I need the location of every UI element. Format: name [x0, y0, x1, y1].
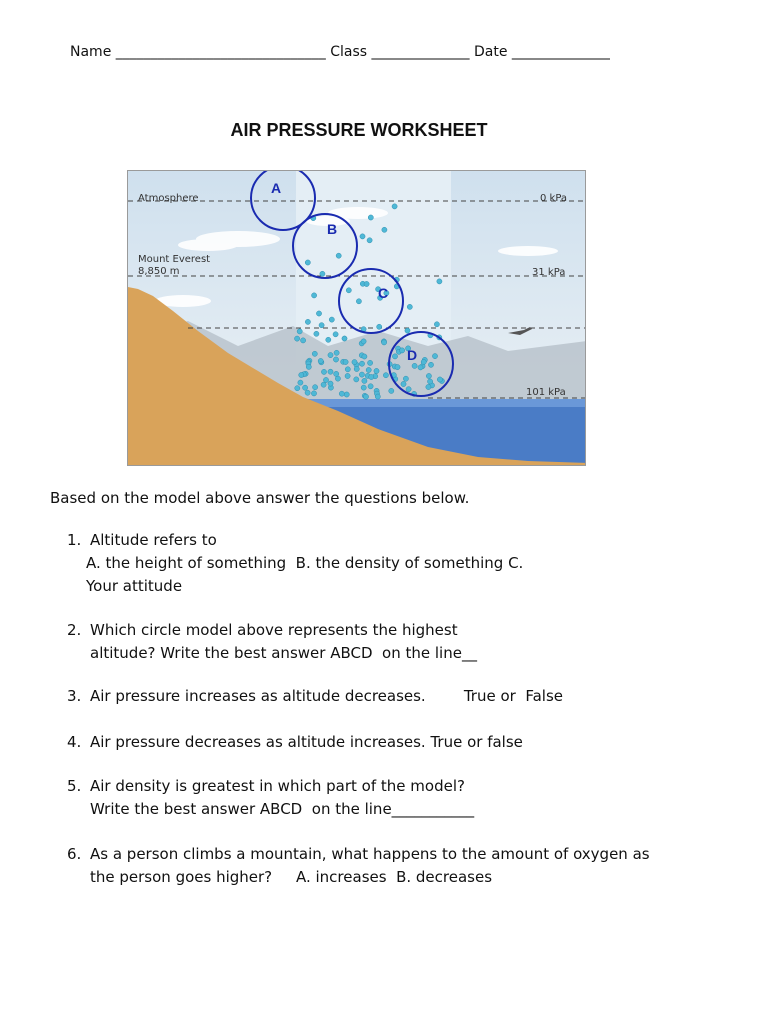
air-molecule [375, 394, 380, 399]
air-molecule [316, 311, 321, 316]
question-number: 3. [67, 687, 82, 705]
air-molecule [364, 281, 369, 286]
air-molecule [346, 288, 351, 293]
air-molecule [326, 337, 331, 342]
air-molecule [320, 271, 325, 276]
question-5 [67, 775, 474, 821]
air-molecule [407, 304, 412, 309]
air-molecule [356, 299, 361, 304]
air-molecule [361, 339, 366, 344]
air-molecule [333, 357, 338, 362]
air-molecule [437, 377, 442, 382]
question-3 [67, 685, 563, 708]
air-molecule [421, 359, 426, 364]
air-molecule [426, 373, 431, 378]
air-molecule [303, 385, 308, 390]
air-molecule [428, 362, 433, 367]
air-molecule [313, 385, 318, 390]
air-molecule [428, 379, 433, 384]
question-text: Air pressure decreases as altitude increases. True or false [90, 733, 523, 751]
name-field[interactable]: ______________________________ [115, 44, 326, 60]
air-molecule [305, 260, 310, 265]
air-molecule [334, 350, 339, 355]
air-molecule [406, 387, 411, 392]
air-molecule [323, 377, 328, 382]
air-molecule [329, 317, 334, 322]
air-molecule [366, 367, 371, 372]
air-molecule [432, 354, 437, 359]
circle-label-a: A [271, 180, 282, 196]
question-number: 6. [67, 845, 82, 863]
air-molecule [363, 394, 368, 399]
air-molecule [305, 390, 310, 395]
air-pressure-model-figure [127, 170, 586, 466]
air-molecule [339, 391, 344, 396]
air-molecule [344, 392, 349, 397]
question-1 [67, 529, 523, 598]
air-molecule [336, 253, 341, 258]
air-molecule [368, 360, 373, 365]
question-6 [67, 843, 650, 889]
atmosphere-label: Atmosphere [138, 193, 199, 204]
question-text: Air pressure increases as altitude decreases. True or False [90, 687, 564, 705]
air-molecule [418, 365, 423, 370]
air-molecule [374, 368, 379, 373]
air-molecule [362, 354, 367, 359]
air-molecule [426, 384, 431, 389]
air-molecule [367, 238, 372, 243]
air-molecule [328, 381, 333, 386]
air-molecule [437, 279, 442, 284]
air-molecule [354, 366, 359, 371]
air-molecule [328, 353, 333, 358]
air-molecule [403, 376, 408, 381]
air-molecule [368, 384, 373, 389]
date-field[interactable]: ______________ [511, 44, 610, 60]
air-molecule [306, 364, 311, 369]
pressure-bottom-label: 101 kPa [526, 387, 566, 398]
answer-choices: A. the height of something B. the density of something C. [86, 554, 524, 572]
pressure-top-label: 0 kPa [540, 193, 568, 204]
air-pressure-diagram [128, 171, 586, 466]
air-molecule [392, 354, 397, 359]
date-label: Date [473, 44, 508, 60]
circle-label-c: C [378, 285, 389, 301]
question-text: As a person climbs a mountain, what happens to the amount of oxygen as [90, 845, 650, 863]
air-molecule [382, 227, 387, 232]
question-text: Altitude refers to [90, 531, 217, 549]
air-molecule [401, 381, 406, 386]
circle-label-d: D [407, 347, 418, 363]
question-text-cont: the person goes higher? A. increases B. decreases [90, 868, 493, 886]
air-molecule [311, 391, 316, 396]
air-molecule [314, 331, 319, 336]
air-molecule [321, 382, 326, 387]
question-text-cont: Write the best answer ABCD on the line___________ [90, 800, 475, 818]
air-molecule [382, 340, 387, 345]
air-molecule [295, 336, 300, 341]
air-molecule [305, 319, 310, 324]
question-text: Air density is greatest in which part of the model? [90, 777, 465, 795]
answer-choices-cont: Your attitude [86, 577, 183, 595]
circle-label-b: B [327, 221, 338, 237]
question-number: 5. [67, 777, 82, 795]
name-label: Name [70, 44, 112, 60]
question-text: Which circle model above represents the highest [90, 621, 458, 639]
air-molecule [301, 338, 306, 343]
air-molecule [299, 372, 304, 377]
everest-label-name: Mount Everest [138, 254, 211, 265]
air-molecule [412, 363, 417, 368]
air-molecule [395, 365, 400, 370]
air-molecule [383, 373, 388, 378]
air-molecule [335, 376, 340, 381]
air-molecule [354, 377, 359, 382]
air-molecule [359, 372, 364, 377]
air-molecule [434, 322, 439, 327]
air-molecule [359, 361, 364, 366]
air-molecule [360, 234, 365, 239]
question-text-cont: altitude? Write the best answer ABCD on the line__ [90, 644, 477, 662]
air-molecule [362, 378, 367, 383]
air-molecule [392, 204, 397, 209]
air-molecule [321, 369, 326, 374]
air-molecule [342, 336, 347, 341]
air-molecule [400, 348, 405, 353]
class-field[interactable]: ______________ [371, 44, 470, 60]
air-molecule [333, 332, 338, 337]
everest-label-height: 8,850 m [138, 266, 180, 277]
air-molecule [312, 351, 317, 356]
worksheet-title: AIR PRESSURE WORKSHEET [230, 120, 488, 140]
question-number: 2. [67, 621, 82, 639]
air-molecule [312, 293, 317, 298]
air-molecule [352, 360, 357, 365]
air-molecule [368, 215, 373, 220]
air-molecule [377, 324, 382, 329]
air-molecule [295, 386, 300, 391]
air-molecule [389, 388, 394, 393]
air-molecule [361, 385, 366, 390]
air-molecule [297, 329, 302, 334]
air-molecule [345, 367, 350, 372]
question-number: 4. [67, 733, 82, 751]
pressure-mid-label: 31 kPa [532, 267, 566, 278]
air-molecule [369, 374, 374, 379]
air-molecule [343, 359, 348, 364]
question-2 [67, 619, 477, 665]
instructions-text: Based on the model above answer the questions below. [50, 489, 470, 507]
question-number: 1. [67, 531, 82, 549]
class-label: Class [330, 44, 368, 60]
air-molecule [334, 371, 339, 376]
air-molecule [405, 328, 410, 333]
air-molecule [318, 358, 323, 363]
air-molecule [319, 323, 324, 328]
air-molecule [328, 369, 333, 374]
air-molecule [298, 380, 303, 385]
worksheet-header [70, 44, 710, 60]
question-4 [67, 731, 523, 754]
air-molecule [345, 373, 350, 378]
